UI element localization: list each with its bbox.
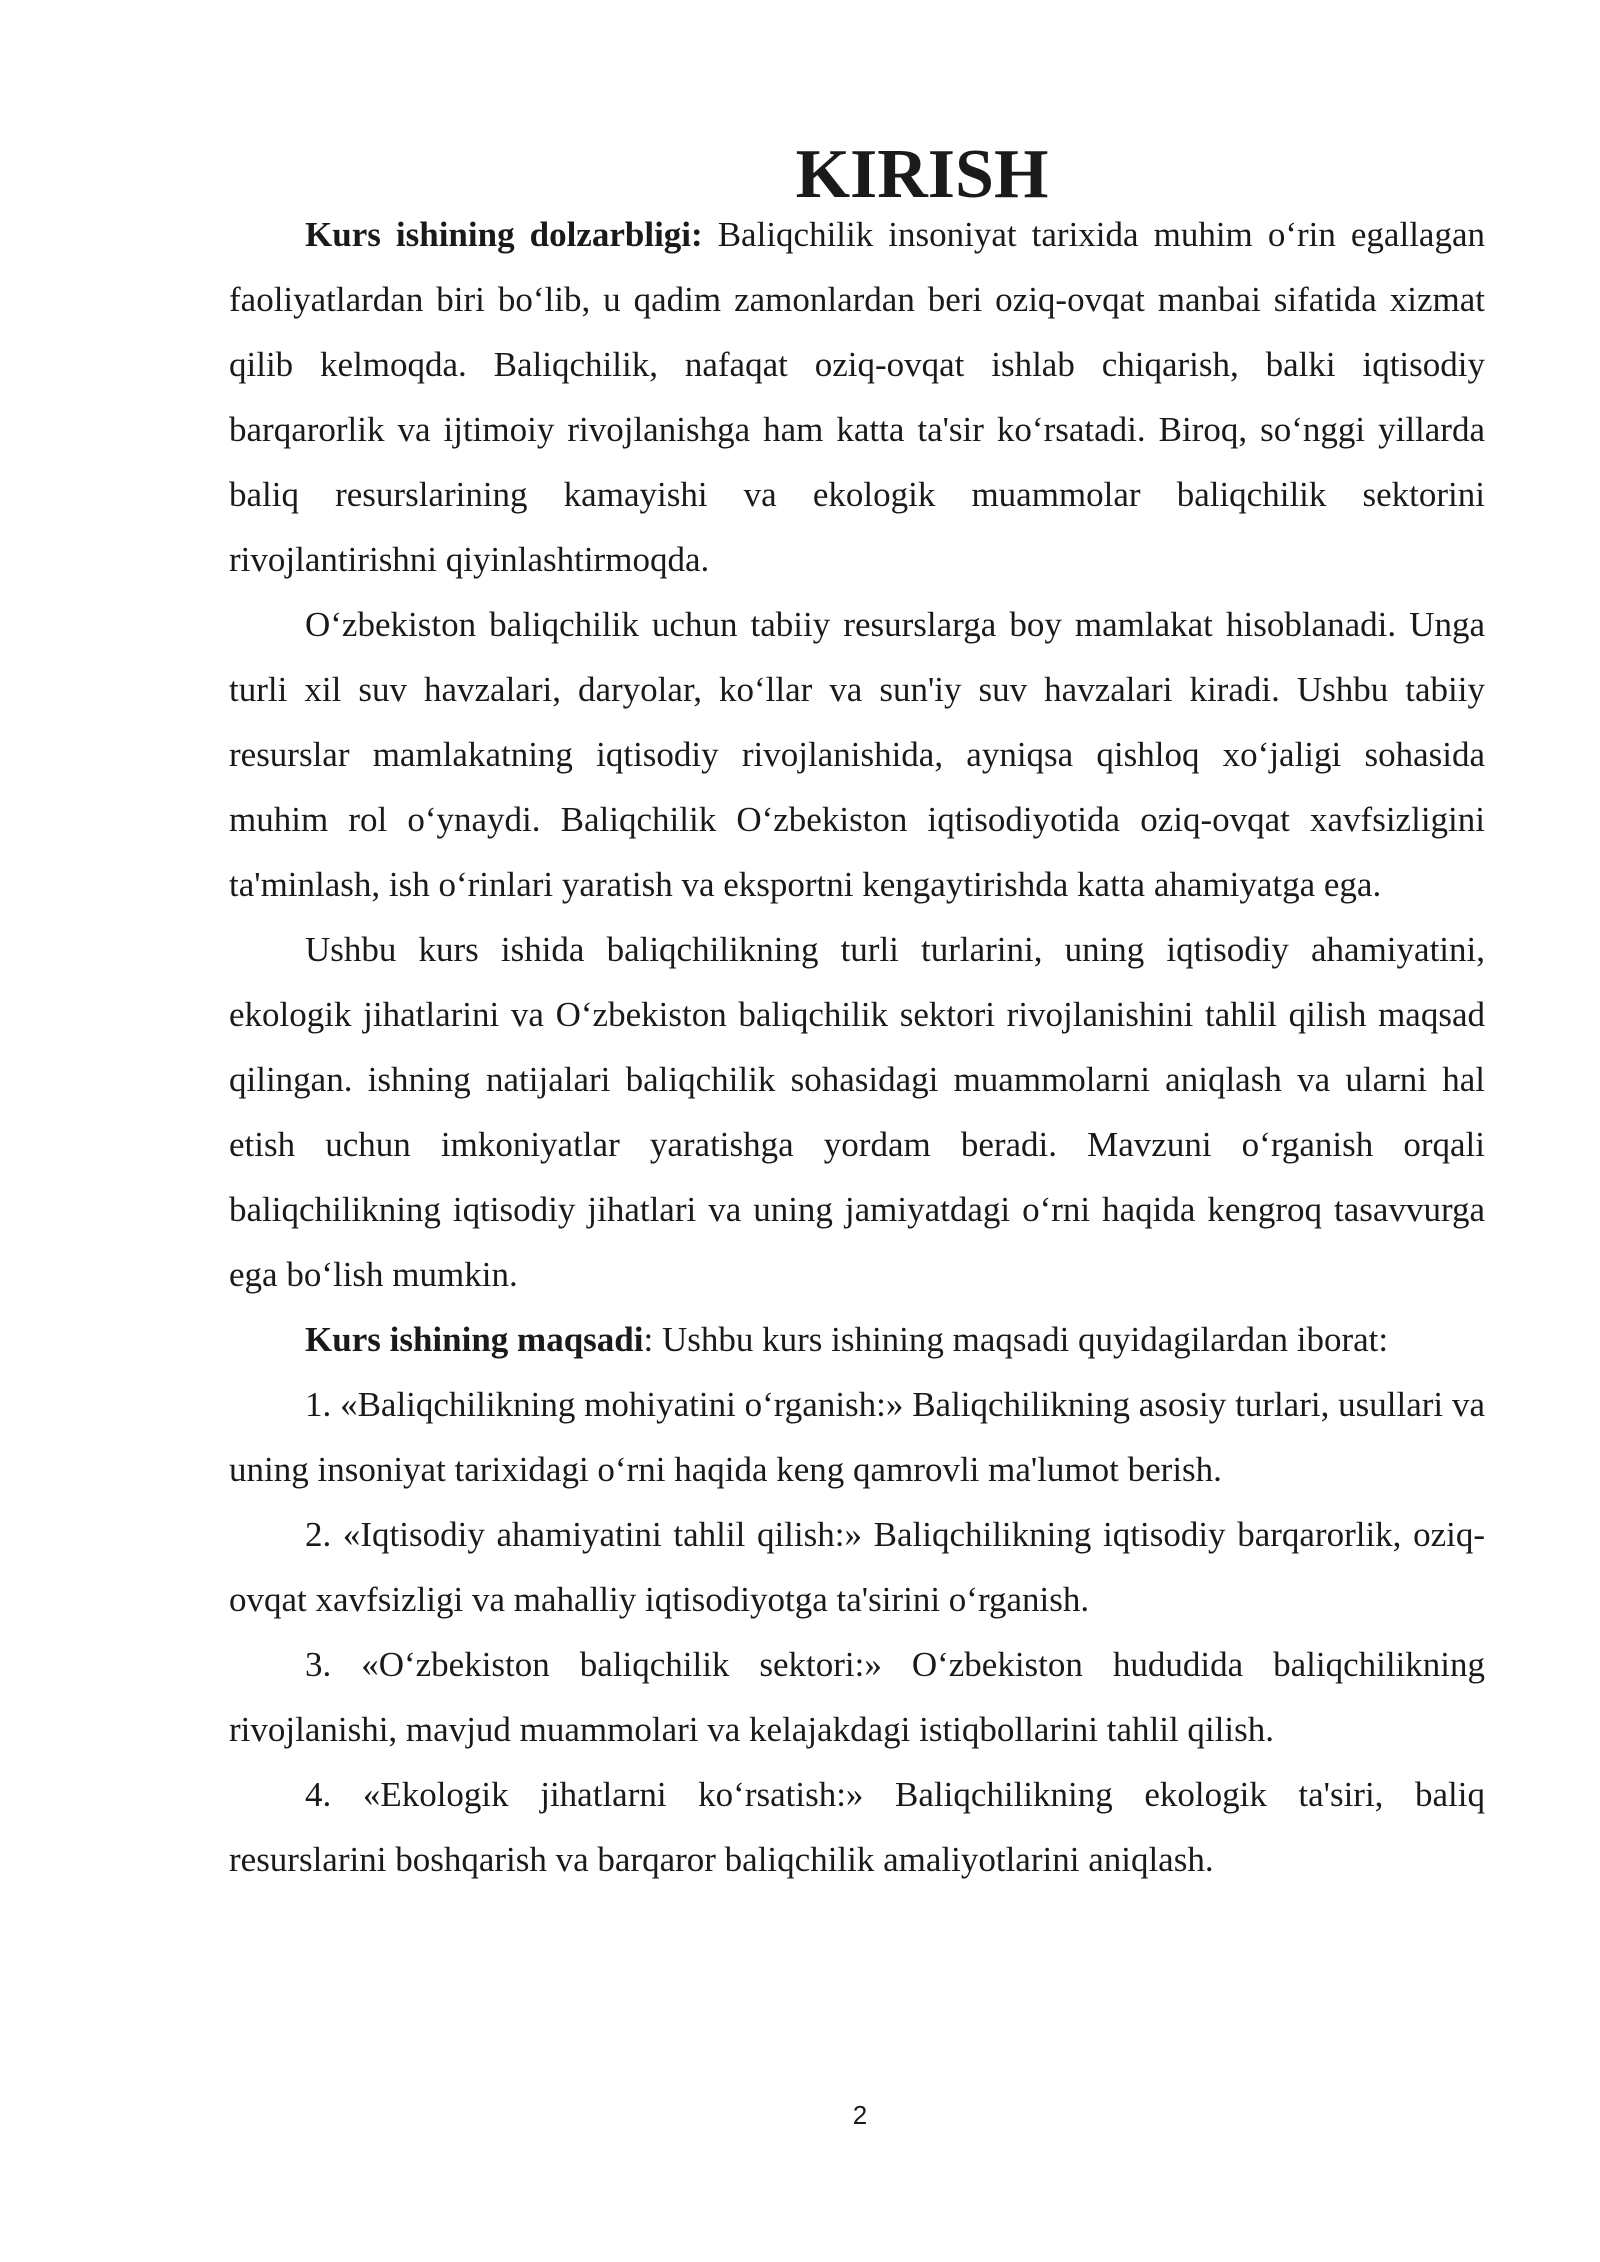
page-number: 2 — [852, 2100, 868, 2130]
list-item-2: 2. «Iqtisodiy ahamiyatini tahlil qilish:» Baliqchilikning iqtisodiy barqarorlik, oziq-ovqat xavfsizligi va mahalliy iqtisodiyotga ta'sirini o‘rganish. — [229, 1515, 1485, 1619]
goal-lead: Kurs ishining maqsadi — [305, 1320, 644, 1359]
list-item-4: 4. «Ekologik jihatlarni ko‘rsatish:» Baliqchilikning ekologik ta'siri, baliq resurslarini boshqarish va barqaror baliqchilik amaliyotlarini aniqlash. — [229, 1775, 1485, 1879]
list-item-3: 3. «O‘zbekiston baliqchilik sektori:» O‘zbekiston hududida baliqchilikning rivojlanishi, mavjud muammolari va kelajakdagi istiqbollarini tahlil qilish. — [229, 1645, 1485, 1749]
paragraph-relevance — [229, 202, 1485, 592]
document-page — [229, 136, 1485, 1892]
paragraph-uzbekistan-resources: O‘zbekiston baliqchilik uchun tabiiy resurslarga boy mamlakat hisoblanadi. Unga turli xil suv havzalari, daryolar, ko‘llar va sun'iy suv havzalari kiradi. Ushbu tabiiy resurslar mamlakatning iqtisodiy rivojlanishida, ayniqsa qishloq xo‘jaligi sohasida muhim rol o‘ynaydi. Baliqchilik O‘zbekiston iqtisodiyotida oziq-ovqat xavfsizligini ta'minlash, ish o‘rinlari yaratish va eksportni kengaytirishda katta ahamiyatga ega. — [229, 605, 1485, 904]
section-heading: KIRISH — [795, 136, 1049, 213]
paragraph-goal — [229, 1307, 1485, 1372]
list-item-1: 1. «Baliqchilikning mohiyatini o‘rganish:» Baliqchilikning asosiy turlari, usullari va uning insoniyat tarixidagi o‘rni haqida keng qamrovli ma'lumot berish. — [229, 1385, 1485, 1489]
relevance-lead: Kurs ishining dolzarbligi: — [305, 215, 703, 254]
goal-text: : Ushbu kurs ishining maqsadi quyidagilardan iborat: — [643, 1320, 1389, 1359]
paragraph-course-scope: Ushbu kurs ishida baliqchilikning turli turlarini, uning iqtisodiy ahamiyatini, ekologik jihatlarini va O‘zbekiston baliqchilik sektori rivojlanishini tahlil qilish maqsad qilingan. ishning natijalari baliqchilik sohasidagi muammolarni aniqlash va ularni hal etish uchun imkoniyatlar yaratishga yordam beradi. Mavzuni o‘rganish orqali baliqchilikning iqtisodiy jihatlari va uning jamiyatdagi o‘rni haqida kengroq tasavvurga ega bo‘lish mumkin. — [229, 930, 1485, 1294]
relevance-text: Baliqchilik insoniyat tarixida muhim o‘rin egallagan faoliyatlardan biri bo‘lib, u qadim zamonlardan beri oziq-ovqat manbai sifatida xizmat qilib kelmoqda. Baliqchilik, nafaqat oziq-ovqat ishlab chiqarish, balki iqtisodiy barqarorlik va ijtimoiy rivojlanishga ham katta ta'sir ko‘rsatadi. Biroq, so‘nggi yillarda baliq resurslarining kamayishi va ekologik muammolar baliqchilik sektorini rivojlantirishni qiyinlashtirmoqda. — [229, 215, 1485, 579]
